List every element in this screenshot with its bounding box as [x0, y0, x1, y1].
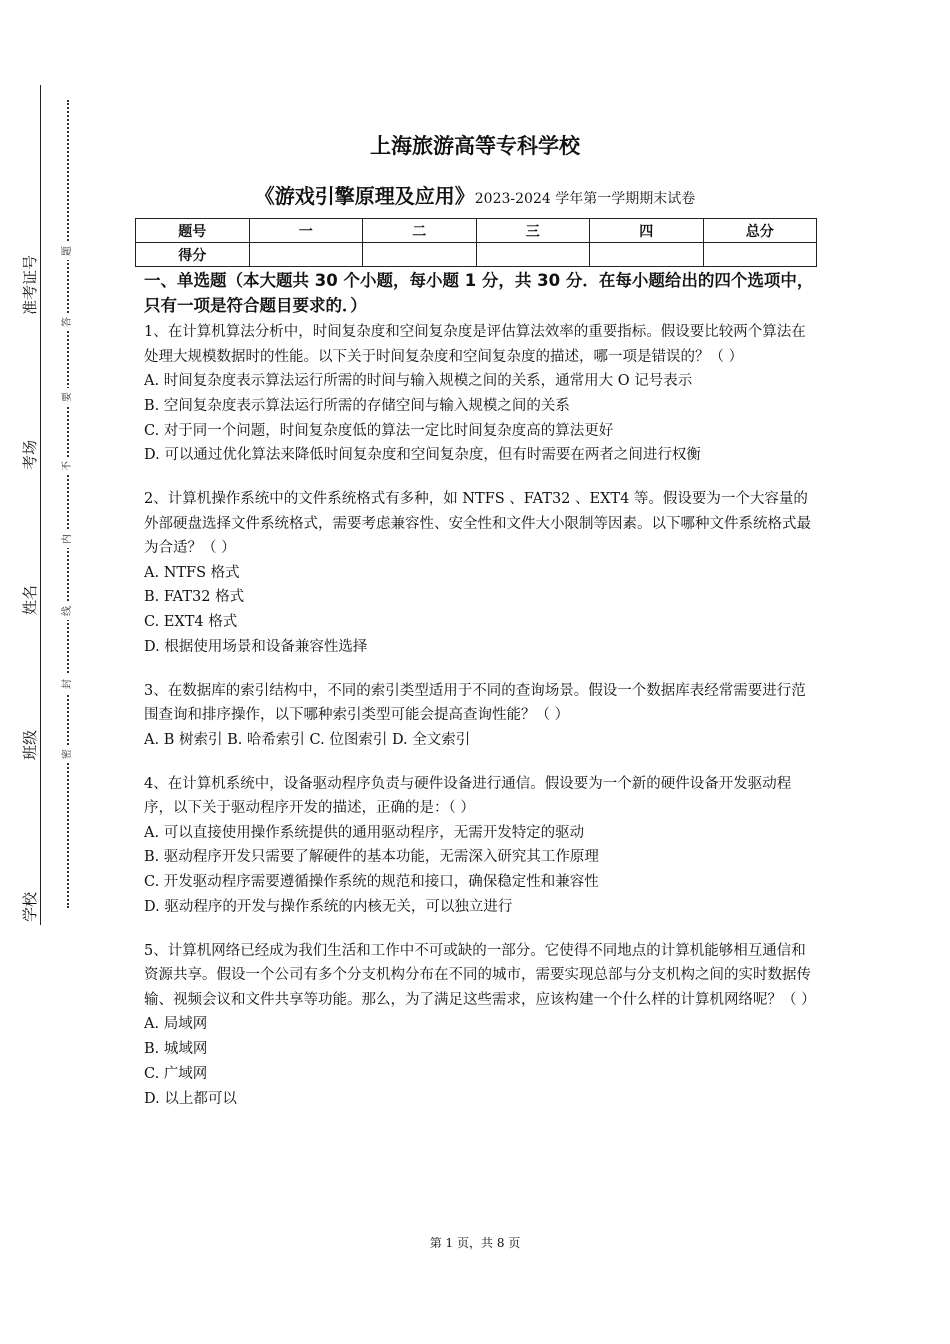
- score-table-header-row: [136, 219, 817, 243]
- binding-field-name: 姓名: [20, 560, 40, 640]
- seal-char: 线: [59, 602, 77, 620]
- option: C. EXT4 格式: [144, 614, 238, 631]
- option: D. 驱动程序的开发与操作系统的内核无关，可以独立进行: [144, 899, 513, 916]
- score-cell: 三: [476, 219, 590, 243]
- option: A. 局域网: [144, 1016, 208, 1033]
- question-text: 1、在计算机算法分析中，时间复杂度和空间复杂度是评估算法效率的重要指标。假设要比较两个算法在处理大规模数据时的性能。以下关于时间复杂度和空间复杂度的描述，哪一项是错误的？（ ）: [144, 324, 806, 365]
- option: B. 空间复杂度表示算法运行所需的存储空间与输入规模之间的关系: [144, 397, 570, 414]
- option: D. 根据使用场景和设备兼容性选择: [144, 639, 368, 656]
- score-cell: 一: [249, 219, 363, 243]
- question-text: 2、计算机操作系统中的文件系统格式有多种，如 NTFS 、FAT32 、EXT4 等。假设要为一个大容量的外部硬盘选择文件系统格式，需要考虑兼容性、安全性和文件大小限制等因素。以下哪种文件系统格式最为合适？（ ）: [144, 491, 811, 557]
- option: A. NTFS 格式: [144, 564, 240, 581]
- option: B. 城域网: [144, 1041, 208, 1058]
- seal-char: 要: [59, 388, 77, 406]
- option: D. 可以通过优化算法来降低时间复杂度和空间复杂度，但有时需要在两者之间进行权衡: [144, 447, 701, 464]
- score-cell: 总分: [703, 219, 817, 243]
- score-cell: [363, 243, 477, 267]
- option: C. 开发驱动程序需要遵循操作系统的规范和接口，确保稳定性和兼容性: [144, 874, 599, 891]
- question: [144, 679, 816, 753]
- score-cell: [249, 243, 363, 267]
- seal-char: 答: [59, 313, 77, 331]
- question: [144, 939, 816, 1112]
- score-cell: 四: [590, 219, 704, 243]
- score-cell: 题号: [136, 219, 250, 243]
- binding-solid-line: [40, 85, 41, 925]
- binding-field-exam-room: 考场: [20, 415, 40, 495]
- option: A. 时间复杂度表示算法运行所需的时间与输入规模之间的关系，通常用大 O 记号表示: [144, 373, 693, 389]
- score-cell: [590, 243, 704, 267]
- question: [144, 772, 816, 920]
- option: B. FAT32 格式: [144, 589, 245, 606]
- question-text: 5、计算机网络已经成为我们生活和工作中不可或缺的一部分。它使得不同地点的计算机能够相互通信和资源共享。假设一个公司有多个分支机构分布在不同的城市，需要实现总部与分支机构之间的实时数据传输、视频会议和文件共享等功能。那么，为了满足这些需求，应该构建一个什么样的计算机网络呢？（ ）: [144, 942, 816, 1008]
- exam-term: 2023-2024 学年第一学期期末试卷: [474, 191, 696, 207]
- question: [144, 320, 816, 468]
- seal-char: 密: [59, 745, 77, 763]
- binding-field-school: 学校: [20, 867, 40, 947]
- score-cell: 得分: [136, 243, 250, 267]
- score-cell: 二: [363, 219, 477, 243]
- option: A. 可以直接使用操作系统提供的通用驱动程序，无需开发特定的驱动: [144, 824, 585, 841]
- score-cell: [476, 243, 590, 267]
- section-title: 一、单选题（本大题共 30 个小题，每小题 1 分，共 30 分．在每小题给出的四个选项中，只有一项是符合题目要求的．）: [144, 271, 814, 315]
- question-text: 3、在数据库的索引结构中，不同的索引类型适用于不同的查询场景。假设一个数据库表经常需要进行范围查询和排序操作，以下哪种索引类型可能会提高查询性能？（ ）: [144, 682, 806, 724]
- question-text: 4、在计算机系统中，设备驱动程序负责与硬件设备进行通信。假设要为一个新的硬件设备开发驱动程序，以下关于驱动程序开发的描述，正确的是：（ ）: [144, 775, 792, 817]
- option: C. 对于同一个问题，时间复杂度低的算法一定比时间复杂度高的算法更好: [144, 422, 614, 439]
- seal-char: 封: [59, 675, 77, 693]
- school-title: 上海旅游高等专科学校: [370, 134, 580, 158]
- binding-field-class: 班级: [20, 705, 40, 785]
- seal-char: 题: [59, 242, 77, 260]
- exam-content: [144, 268, 816, 1131]
- option: B. 驱动程序开发只需要了解硬件的基本功能，无需深入研究其工作原理: [144, 849, 599, 866]
- question: [144, 487, 816, 660]
- page-footer: 第 1 页，共 8 页: [429, 1236, 521, 1250]
- score-cell: [703, 243, 817, 267]
- course-name: 《游戏引擎原理及应用》: [254, 184, 475, 208]
- seal-dotted-line: [67, 100, 69, 908]
- seal-char: 内: [59, 530, 77, 548]
- option: D. 以上都可以: [144, 1090, 237, 1107]
- option: C. 广域网: [144, 1065, 208, 1082]
- option: A. B 树索引 B. 哈希索引 C. 位图索引 D. 全文索引: [144, 731, 471, 748]
- exam-title: [0, 180, 950, 209]
- seal-char: 不: [59, 457, 77, 475]
- score-table: [135, 218, 817, 267]
- binding-field-exam-number: 准考证号: [20, 245, 40, 325]
- score-table-score-row: [136, 243, 817, 267]
